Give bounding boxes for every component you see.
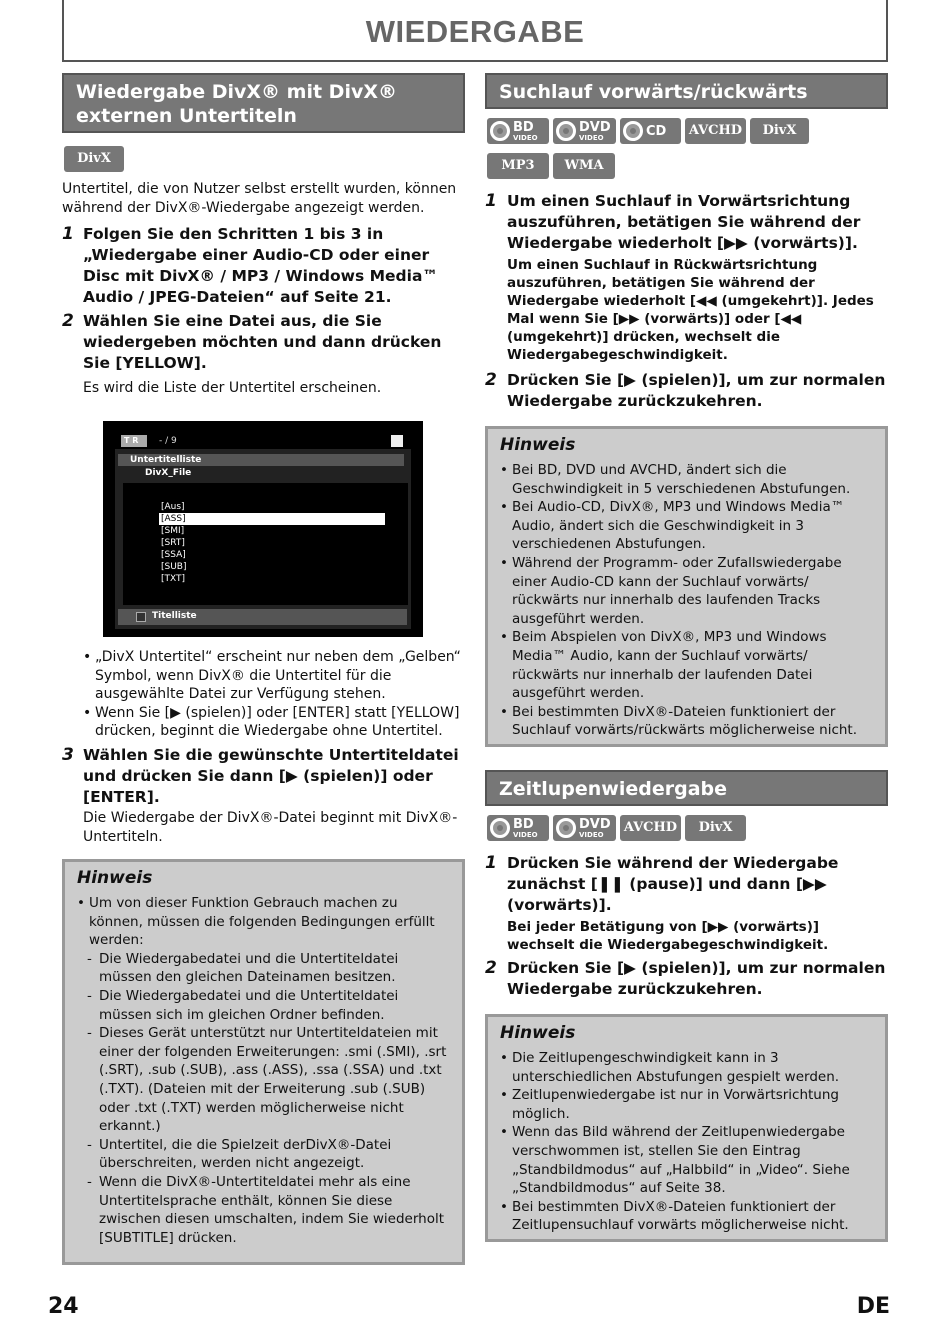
section-heading-divx-subtitles: Wiedergabe DivX® mit DivX® externen Untertiteln	[62, 73, 465, 133]
step-number: 2	[485, 370, 497, 390]
step-subtext: Bei jeder Betätigung von [▶▶ (vorwärts)] wechselt die Wiedergabegeschwindigkeit.	[507, 919, 829, 953]
step-subtext: Um einen Suchlauf in Rückwärtsrichtung auszuführen, betätigen Sie während der Wiedergabe wiederholt [◀◀ (umgekehrt)]. Jedes Mal wenn Sie [▶▶ (vorwärts)] oder [◀◀ (umgekehrt)] drücken, wechselt die Wiedergabegeschwindigkeit.	[507, 257, 874, 363]
divx-badge: DivX	[750, 118, 809, 144]
subtitle-option[interactable]: [SRT]	[161, 538, 185, 548]
screen-file-name: DivX_File	[145, 468, 192, 478]
bd-video-badge	[487, 815, 549, 841]
yellow-button-icon	[136, 612, 146, 622]
list-item: • Wenn Sie [▶ (spielen)] oder [ENTER] statt [YELLOW] drücken, beginnt die Wiedergabe ohne Untertitel.	[83, 704, 465, 741]
list-item: • Um von dieser Funktion Gebrauch machen zu können, müssen die folgenden Bedingungen erfüllt werden:	[77, 894, 452, 950]
note-title: Hinweis	[500, 1023, 576, 1043]
step-text: Um einen Suchlauf in Vorwärtsrichtung auszuführen, betätigen Sie während der Wiedergabe wiederholt [▶▶ (vorwärts)].	[507, 192, 861, 252]
screen-indicator-square	[391, 435, 403, 447]
step-text: Folgen Sie den Schritten 1 bis 3 in „Wiedergabe einer Audio-CD oder einer Disc mit DivX® / MP3 / Windows Media™ Audio / JPEG-Dateien“ auf Seite 21.	[83, 225, 438, 306]
subtitle-option[interactable]: [SMI]	[161, 526, 185, 536]
note-box-search	[485, 426, 888, 747]
section-heading-search: Suchlauf vorwärts/rückwärts	[485, 73, 888, 109]
disc-icon	[556, 121, 576, 141]
divx-badge: DivX	[685, 815, 746, 841]
step-subtext: Es wird die Liste der Untertitel erscheinen.	[83, 380, 382, 396]
badge-sublabel: VIDEO	[513, 830, 538, 839]
cd-badge	[620, 118, 681, 144]
screen-list-area	[123, 483, 408, 605]
step-number: 1	[62, 224, 74, 244]
section-heading-slow-motion: Zeitlupenwiedergabe	[485, 770, 888, 806]
step-text: Wählen Sie eine Datei aus, die Sie wiedergeben möchten und dann drücken Sie [YELLOW].	[83, 312, 442, 372]
screen-footer	[118, 609, 407, 625]
step-number: 3	[62, 745, 74, 765]
page-title: WIEDERGABE	[365, 14, 585, 49]
mp3-badge: MP3	[487, 153, 549, 179]
screen-count: - / 9	[159, 436, 177, 446]
screen-notes	[83, 648, 465, 741]
note-list	[500, 1049, 875, 1235]
badge-label: DVD	[579, 119, 611, 135]
badge-label: BD	[513, 119, 534, 135]
note-title: Hinweis	[77, 868, 153, 888]
note-box-slow	[485, 1014, 888, 1242]
list-item: • Bei bestimmten DivX®-Dateien funktioniert der Suchlauf vorwärts/rückwärts möglicherweise nicht.	[500, 703, 875, 740]
screen-panel	[115, 449, 411, 629]
disc-icon	[556, 818, 576, 838]
wma-badge: WMA	[553, 153, 615, 179]
page-number: 24	[48, 1294, 79, 1319]
step-number: 1	[485, 853, 497, 873]
divx-badge: DivX	[64, 146, 124, 172]
list-item: • Wenn das Bild während der Zeitlupenwiedergabe verschwommen ist, stellen Sie den Eintrag „Standbildmodus“ auf „Halbbild“ in „Video“. Siehe „Standbildmodus“ auf Seite 38.	[500, 1123, 875, 1197]
badge-sublabel: VIDEO	[579, 830, 604, 839]
disc-icon	[490, 121, 510, 141]
dvd-video-badge	[553, 118, 616, 144]
subtitle-option-selected[interactable]: [ASS]	[159, 513, 385, 525]
badge-label: BD	[513, 816, 534, 832]
badge-sublabel: VIDEO	[579, 133, 604, 142]
page-title-box	[62, 0, 888, 62]
language-code: DE	[856, 1294, 890, 1319]
badge-label: CD	[646, 123, 667, 139]
subtitle-option[interactable]: [TXT]	[161, 574, 186, 584]
list-item: - Untertitel, die die Spielzeit derDivX®-Datei überschreiten, werden nicht angezeigt.	[77, 1136, 452, 1173]
list-item: • Während der Programm- oder Zufallswiedergabe einer Audio-CD kann der Suchlauf vorwärts/ rückwärts nur innerhalb des laufenden Tracks ausgeführt werden.	[500, 554, 875, 628]
list-item: • Bei bestimmten DivX®-Dateien funktioniert der Zeitlupensuchlauf vorwärts möglicherweise nicht.	[500, 1198, 875, 1235]
badge-sublabel: VIDEO	[513, 133, 538, 142]
list-item: • Bei Audio-CD, DivX®, MP3 und Windows Media™ Audio, ändert sich die Geschwindigkeit in 3 verschiedenen Abstufungen.	[500, 498, 875, 554]
step-number: 2	[62, 311, 74, 331]
intro-text: Untertitel, die von Nutzer selbst erstellt wurden, können während der DivX®-Wiedergabe angezeigt werden.	[62, 181, 457, 216]
avchd-badge: AVCHD	[620, 815, 681, 841]
list-item: • Zeitlupenwiedergabe ist nur in Vorwärtsrichtung möglich.	[500, 1086, 875, 1123]
list-item: • Die Zeitlupengeschwindigkeit kann in 3 unterschiedlichen Abstufungen gespielt werden.	[500, 1049, 875, 1086]
step-subtext: Die Wiedergabe der DivX®-Datei beginnt mit DivX®-Untertiteln.	[83, 810, 458, 845]
note-list	[77, 894, 452, 1247]
step-text: Wählen Sie die gewünschte Untertiteldatei und drücken Sie dann [▶ (spielen)] oder [ENTER].	[83, 746, 459, 806]
subtitle-option[interactable]: [Aus]	[161, 502, 185, 512]
step-number: 1	[485, 191, 497, 211]
note-box-left	[62, 859, 465, 1265]
step-text: Drücken Sie [▶ (spielen)], um zur normalen Wiedergabe zurückzukehren.	[507, 959, 886, 998]
list-item: • „DivX Untertitel“ erscheint nur neben dem „Gelben“ Symbol, wenn DivX® die Untertitel für die ausgewählte Datei zur Verfügung stehen.	[83, 648, 465, 704]
bd-video-badge	[487, 118, 549, 144]
disc-icon	[623, 121, 643, 141]
list-item: - Die Wiedergabedatei und die Untertiteldatei müssen sich im gleichen Ordner befinden.	[77, 987, 452, 1024]
subtitle-option[interactable]: [SSA]	[161, 550, 186, 560]
screen-list-title: Untertitelliste	[118, 454, 404, 466]
list-item: • Bei BD, DVD und AVCHD, ändert sich die Geschwindigkeit in 5 verschiedenen Abstufungen.	[500, 461, 875, 498]
list-item: - Die Wiedergabedatei und die Untertiteldatei müssen den gleichen Dateinamen besitzen.	[77, 950, 452, 987]
step-text: Drücken Sie [▶ (spielen)], um zur normalen Wiedergabe zurückzukehren.	[507, 371, 886, 410]
subtitle-list-screen	[103, 421, 423, 637]
disc-icon	[490, 818, 510, 838]
screen-footer-label: Titelliste	[152, 611, 197, 621]
subtitle-option[interactable]: [SUB]	[161, 562, 187, 572]
list-item: • Beim Abspielen von DivX®, MP3 und Windows Media™ Audio, kann der Suchlauf vorwärts/ rückwärts nur innerhalb der laufenden Datei ausgeführt werden.	[500, 628, 875, 702]
avchd-badge: AVCHD	[685, 118, 746, 144]
step-number: 2	[485, 958, 497, 978]
screen-tag: T R	[121, 435, 147, 447]
list-item: - Wenn die DivX®-Untertiteldatei mehr als eine Untertitelsprache enthält, können Sie diese zwischen diesen umschalten, indem Sie wiederholt [SUBTITLE] drücken.	[77, 1173, 452, 1247]
list-item: - Dieses Gerät unterstützt nur Untertiteldateien mit einer der folgenden Erweiterungen: .smi (.SMI), .srt (.SRT), .sub (.SUB), .ass (.ASS), .ssa (.SSA) und .txt (.TXT). (Dateien mit der Erweiterung .sub (.SUB) oder .txt (.TXT) werden möglicherweise nicht erkannt.)	[77, 1024, 452, 1136]
note-title: Hinweis	[500, 435, 576, 455]
step-text: Drücken Sie während der Wiedergabe zunächst [❚❚ (pause)] und dann [▶▶ (vorwärts)].	[507, 854, 839, 914]
dvd-video-badge	[553, 815, 616, 841]
badge-label: DVD	[579, 816, 611, 832]
note-list	[500, 461, 875, 740]
